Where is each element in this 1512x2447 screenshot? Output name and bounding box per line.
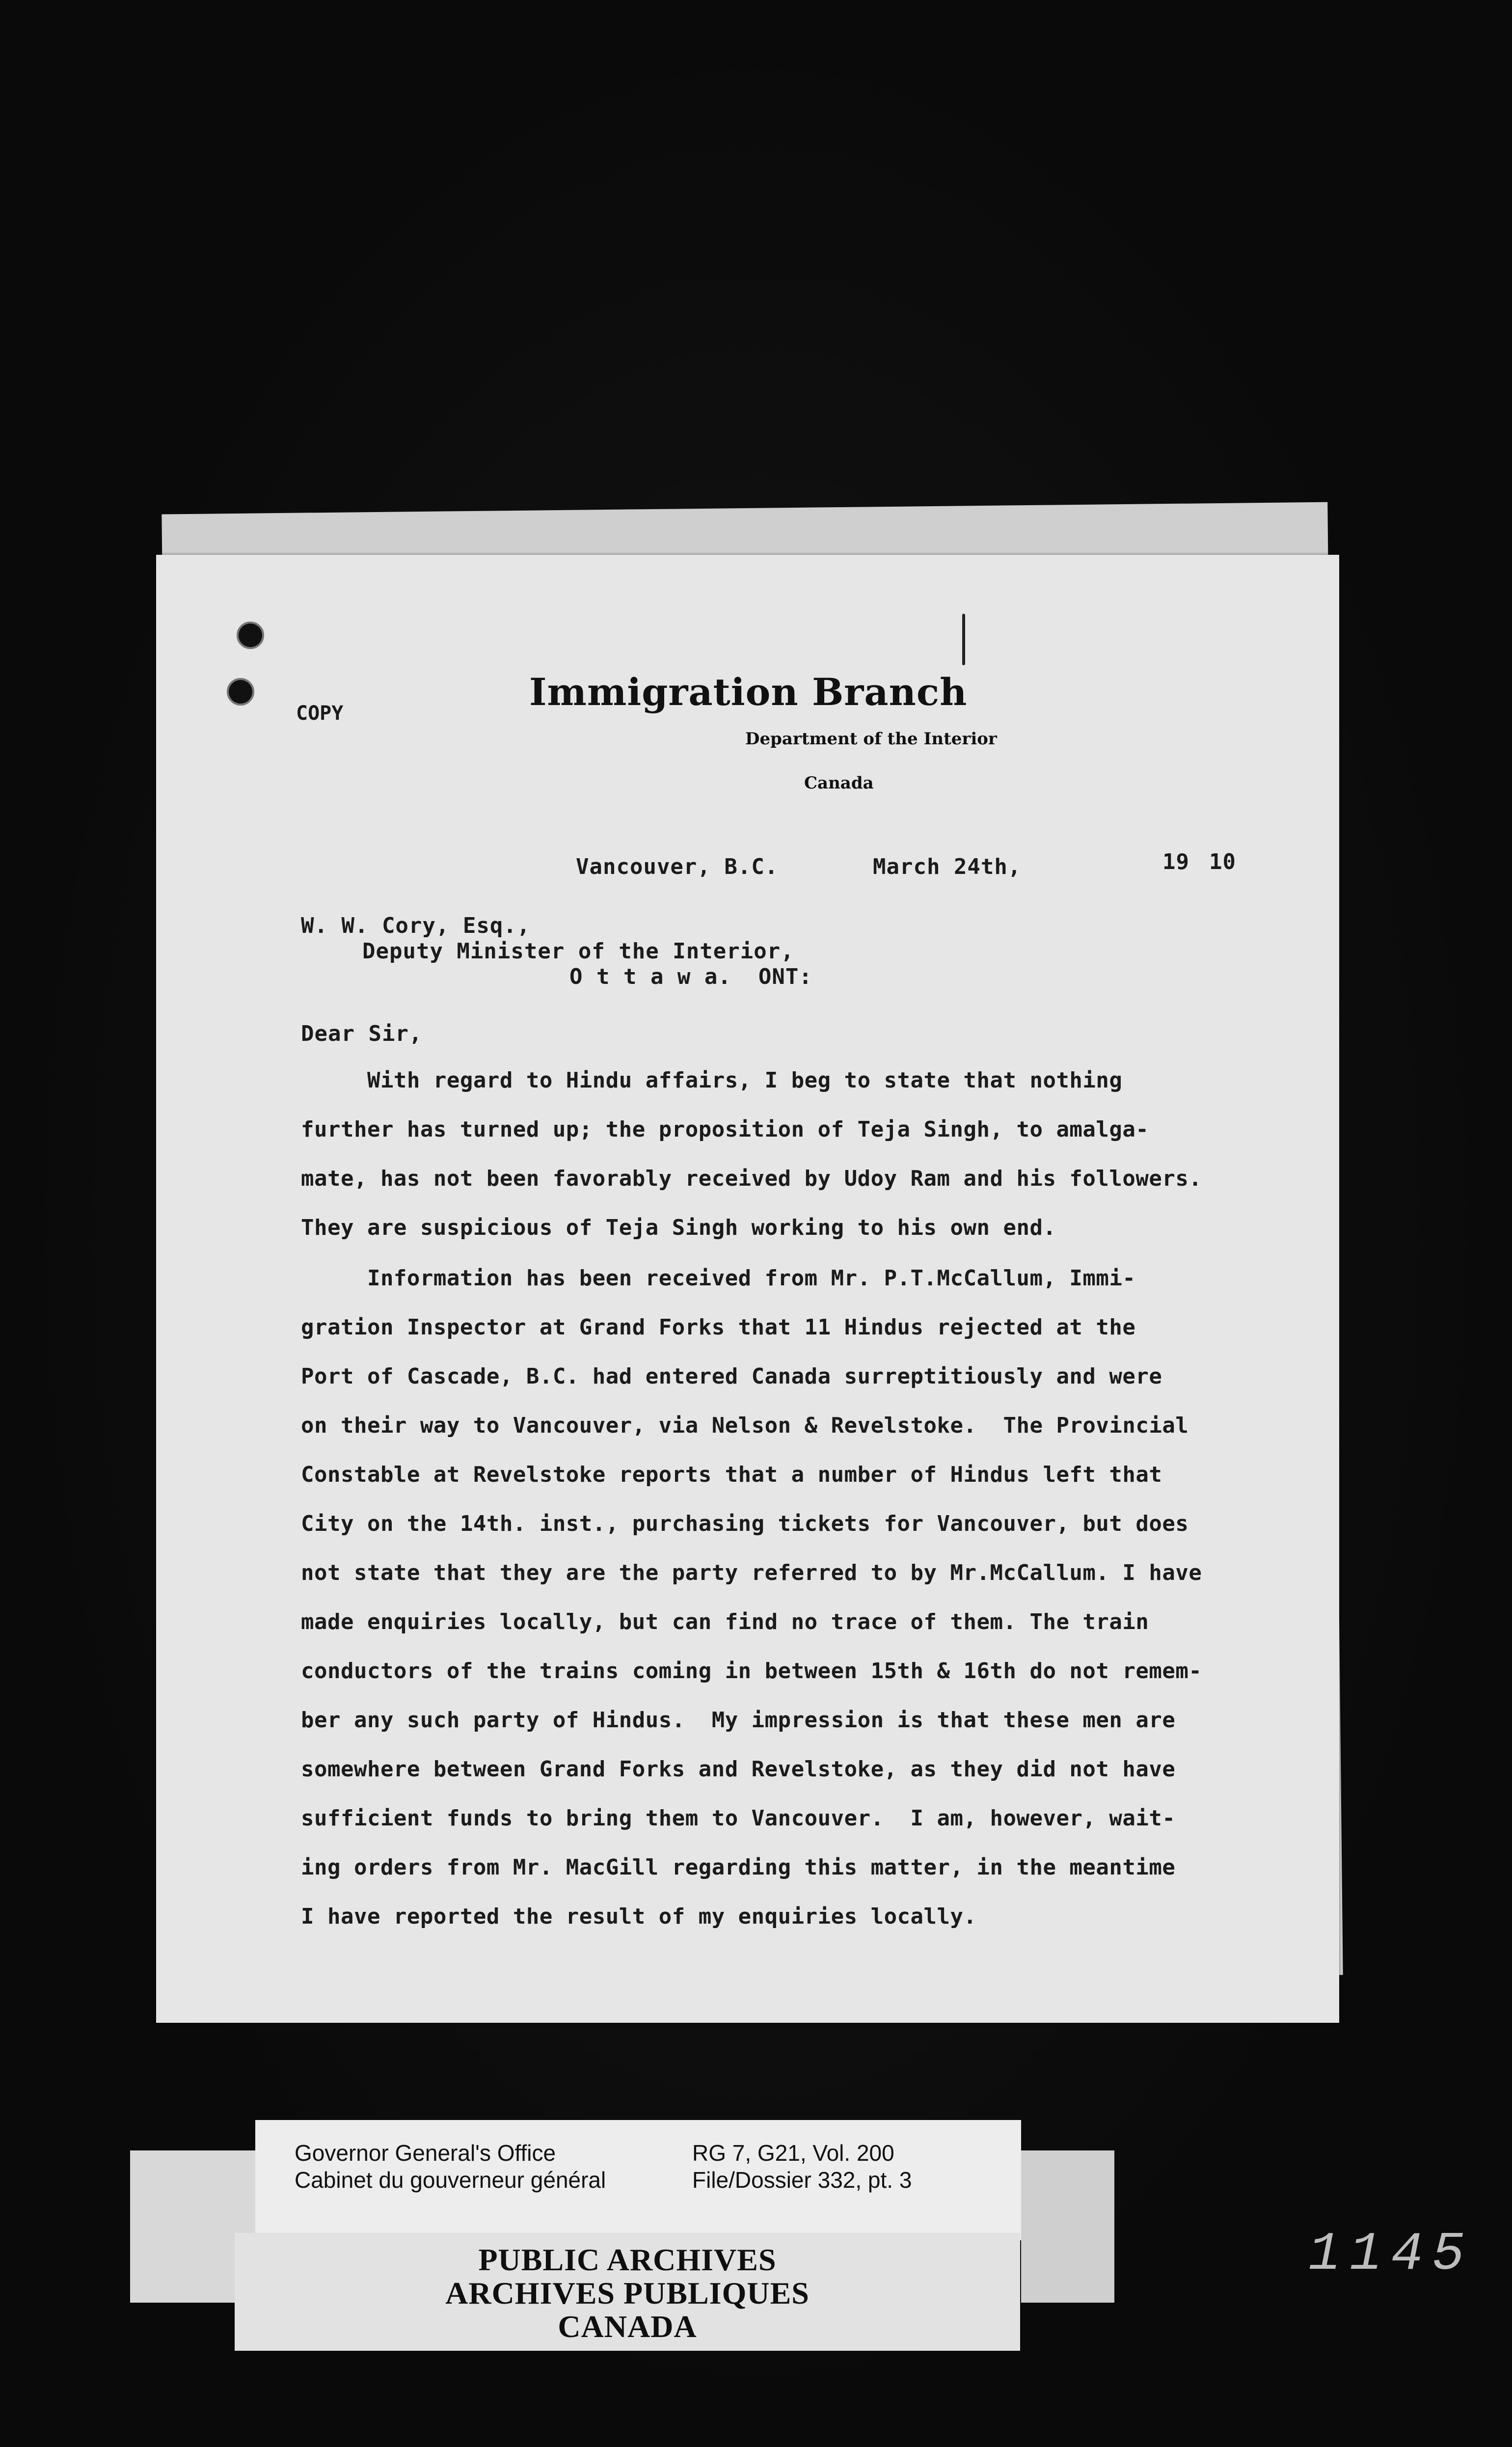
stamp-line-english: PUBLIC ARCHIVES [478,2242,777,2277]
body-line: Port of Cascade, B.C. had entered Canada surreptitiously and were [301,1364,1162,1389]
addressee-line: O t t a w a. ONT: [569,964,812,989]
body-line: They are suspicious of Teja Singh working to his own end. [301,1215,1056,1240]
body-line: City on the 14th. inst., purchasing tickets for Vancouver, but does [301,1511,1189,1536]
record-group-reference: RG 7, G21, Vol. 200 [692,2140,894,2166]
body-line: Constable at Revelstoke reports that a number of Hindus left that [301,1462,1162,1487]
body-line: ing orders from Mr. MacGill regarding this matter, in the meantime [301,1855,1176,1880]
letter-place: Vancouver, B.C. [576,854,779,879]
archives-stamp [235,2233,1020,2351]
stamp-line-country: CANADA [558,2309,697,2344]
body-line: somewhere between Grand Forks and Revelstoke, as they did not have [301,1757,1176,1782]
label-backing-right [1021,2150,1114,2303]
body-line: I have reported the result of my enquiries locally. [301,1904,977,1929]
body-line: further has turned up; the proposition of Teja Singh, to amalga- [301,1117,1149,1142]
punch-hole-top [234,619,267,652]
letter-date: March 24th, [873,854,1022,879]
office-french: Cabinet du gouverneur général [295,2167,606,2193]
office-english: Governor General's Office [295,2140,556,2166]
salutation: Dear Sir, [301,1021,423,1046]
letterhead-title: Immigration Branch [529,670,968,714]
addressee-line: Deputy Minister of the Interior, [362,939,794,964]
year-prefix: 19 [1162,849,1189,874]
letter-page [156,555,1339,2023]
body-line: Information has been received from Mr. P.T.McCallum, Immi- [301,1266,1136,1291]
body-line: mate, has not been favorably received by Udoy Ram and his followers. [301,1166,1202,1191]
body-line: sufficient funds to bring them to Vancouver. I am, however, wait- [301,1806,1176,1831]
body-line: gration Inspector at Grand Forks that 11 Hindus rejected at the [301,1315,1136,1340]
file-reference: File/Dossier 332, pt. 3 [692,2167,912,2193]
body-line: made enquiries locally, but can find no trace of them. The train [301,1609,1149,1634]
body-line: not state that they are the party referred to by Mr.McCallum. I have [301,1560,1202,1585]
addressee-line: W. W. Cory, Esq., [301,913,531,938]
body-line: ber any such party of Hindus. My impression is that these men are [301,1708,1176,1733]
pen-mark [962,614,965,665]
copy-mark: COPY [296,702,344,725]
archive-reference-label [255,2120,1021,2240]
year-suffix: 10 [1209,849,1236,874]
punch-hole-bottom [224,675,257,708]
letterhead-department: Department of the Interior [745,729,997,749]
stamp-line-french: ARCHIVES PUBLIQUES [445,2276,810,2311]
frame-number: 1145 [1308,2224,1474,2285]
body-line: With regard to Hindu affairs, I beg to state that nothing [301,1068,1123,1093]
letterhead-country: Canada [804,773,874,793]
body-line: conductors of the trains coming in between 15th & 16th do not remem- [301,1659,1202,1684]
body-line: on their way to Vancouver, via Nelson & Revelstoke. The Provincial [301,1413,1189,1438]
